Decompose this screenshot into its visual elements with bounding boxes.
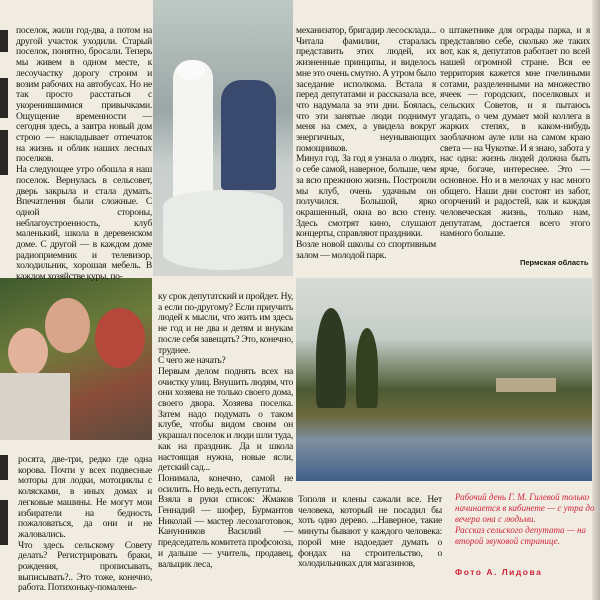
paragraph: о штакетнике для ограды парка, и я представляю себе, сколько же таких вот, как я, депутатов работает по всей нашей огромной стране. Вся ее территория кажется мне пчелиными сотами, разделенными на множество ячеек — городских, поселковых и сельских Советов, и я пытаюсь угадать, о чем думает мой коллега в жарких степях, в каком-нибудь заоблачном ауле или на самом краю света — на Чукотке. И я знаю, забота у нас одна: жизнь людей должна быть ярче, богаче, интереснее. Это — основное. Но и в мелочах у нас много общего. Наши дни состоят из забот, огорчений и радостей, как и каждая человеческая жизнь, только нам, депутатам, достается всего этого намного больше.: [440, 25, 590, 240]
paragraph: росята, две-три, редко где одна корова. Почти у всех подвесные моторы для лодки, мотоциклы с колясками, в иных домах и легковые машины. Не могут мои избиратели на бедность пожаловаться, да они и не жаловались.: [18, 454, 152, 540]
paragraph: Тополя и клены сажали все. Нет человека, который не посадил бы хоть одно дерево. ...Наверное, такие минуты бывают у каждого человека: порой мне надоедает думать о фондах на строительство, о холодильниках для магазинов,: [298, 494, 442, 570]
page-edge-mark: [0, 455, 8, 480]
paragraph: Первым делом поднять всех на очистку улиц. Внушить людям, что они хозяева не только своего дома, своего двора. Хозяева поселка. Затем надо подумать о таком клубе, чтобы видом своим он украшал поселок и люди шли туда, как на праздник. Да и школа настоящая нужна, новые ясли, детский сад...: [158, 365, 293, 474]
paragraph: Возле новой школы со спортивным залом — молодой парк.: [296, 239, 436, 261]
text-column-3-bottom: [298, 495, 442, 570]
text-column-2: [158, 292, 293, 570]
paragraph: С чего же начать?: [158, 355, 226, 367]
photo-caption: [455, 492, 595, 547]
paragraph: ку срок депутатский и пройдет. Ну, а если по-другому? Если приучить людей к мысли, что жить им здесь не год и не два и детям и внукам после себя завещать? Это, конечно, труднее.: [158, 291, 293, 356]
page-edge-mark: [0, 30, 8, 52]
paragraph: поселок, жили год-два, а потом на другой участок уходили. Старый поселок, понятно, бросали. Теперь мы живем в одном месте, к лесоучастку дорогу строим и возим рабочих на автобусах. Но не так просто расстаться с укоренившимися привычками. Ощущение временности — сегодня здесь, а завтра новый дом строю — накладывает отпечаток на жизнь и облик наших лесных поселков.: [16, 25, 152, 165]
paragraph: На следующее утро обошла я наш поселок. Вернулась в сельсовет, дверь закрыла и стала думать. Впечатления были сложные. С одной стороны, неблагоустроенность, клуб маленький, школа в деревенском доме. С другой — в каждом доме радиоприемник и телевизор, холодильник, хорошая мебель. В каждом хозяйстве куры, по-: [16, 164, 152, 283]
text-column-1-bottom: [18, 455, 152, 594]
caption-line: Рабочий день Г. М. Гилевой только начинается в кабинете — с утра до вечера она с людьми.: [455, 492, 595, 524]
photo-women-office: [153, 0, 293, 276]
text-column-3: [296, 26, 436, 261]
photo-mother-child: [0, 278, 152, 440]
text-column-4: [440, 26, 590, 240]
caption-line: Рассказ сельского депутата — на второй звуковой странице.: [455, 525, 587, 546]
paragraph: Взяла в руки список: Жмаков Геннадий — шофер, Бурмантов Николай — мастер лесозаготовок, Канунников Василий — председатель комитета профсоюза, и дальше — учитель, продавец, вальщик леса,: [158, 494, 293, 570]
photo-credit: Фото А. Лидова: [455, 567, 543, 577]
paragraph: механизатор, бригадир лесосклада... Читала фамилии, старалась представить этих людей, их жизненные принципы, и виделось мне это очень смутно. А утром было заседание исполкома. Встала я перед депутатами и рассказала все, что надумала за эти дни. Боялась, что эти занятые люди поднимут меня на смех, а увидела вокруг энергичных, неунывающих помощников.: [296, 25, 436, 154]
page-edge-mark: [0, 500, 8, 545]
paragraph: Понимала, конечно, самой не осилить. Но ведь есть депутаты.: [158, 472, 293, 495]
paragraph: Минул год. За год я узнала о людях, о себе самой, наверное, больше, чем за всю прежнюю жизнь. Построили мы клуб, очень удачным он получился. Большой, ярко окрашенный, окна во всю стену. Здесь смотрят кино, слушают концерты, справляют праздники.: [296, 153, 436, 240]
region-signature: Пермская область: [520, 258, 589, 267]
text-column-1: [16, 26, 152, 283]
photo-river-village: [296, 278, 600, 481]
paragraph: Что здесь сельскому Совету делать? Регистрировать браки, рождения, прописывать, выписывать?.. Это тоже, конечно, работа. Потихоньку-помалень-: [18, 539, 152, 594]
page-edge-mark: [0, 78, 8, 118]
page-edge-mark: [0, 130, 8, 175]
